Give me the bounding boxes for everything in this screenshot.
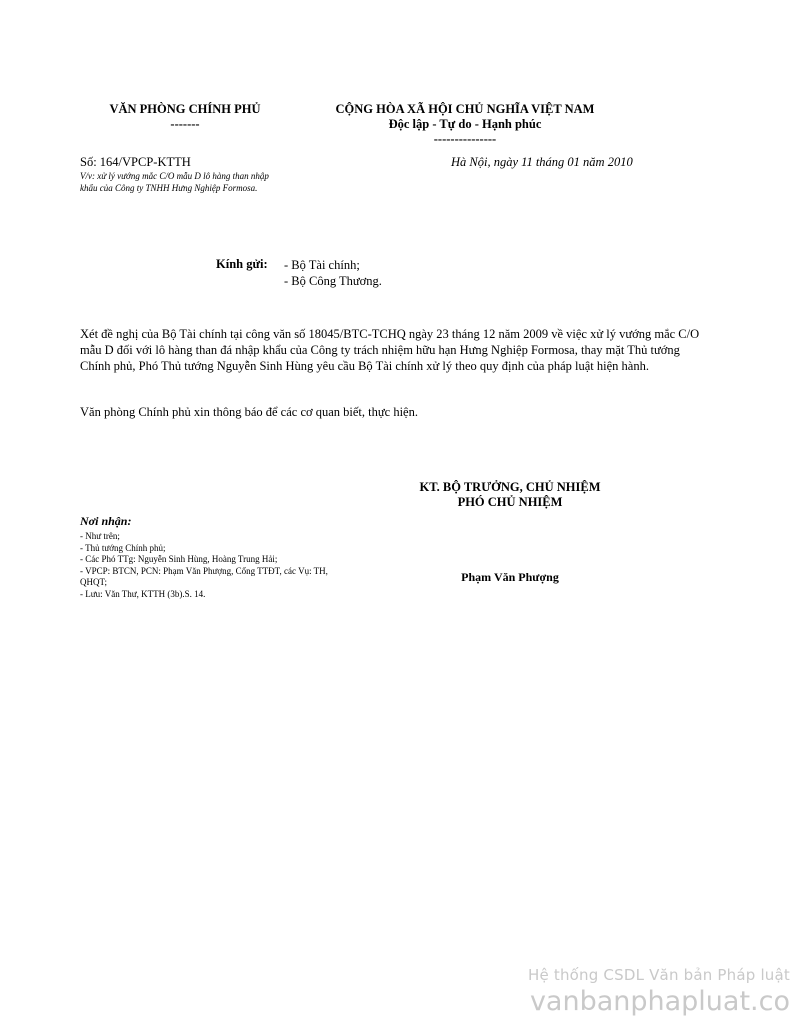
receiver-item: - Lưu: Văn Thư, KTTH (3b).S. 14.	[80, 588, 206, 599]
receivers-block	[80, 514, 350, 600]
agency-underline: -------	[170, 117, 200, 131]
document-number: Số: 164/VPCP-KTTH	[80, 155, 191, 169]
issuing-agency: VĂN PHÒNG CHÍNH PHỦ	[109, 102, 261, 116]
signer-name: Phạm Văn Phượng	[461, 570, 559, 584]
national-motto-block	[300, 102, 630, 147]
republic-title: CỘNG HÒA XÃ HỘI CHỦ NGHĨA VIỆT NAM	[335, 102, 595, 116]
motto: Độc lập - Tự do - Hạnh phúc	[388, 117, 542, 131]
receiver-item: - Như trên;	[80, 531, 120, 541]
receiver-item: - VPCP: BTCN, PCN: Phạm Văn Phượng, Cổng TTĐT, các Vụ: TH, QHQT;	[80, 565, 328, 587]
watermark-tagline: Hệ thống CSDL Văn bản Pháp luật	[527, 966, 790, 984]
recipients-list	[284, 257, 382, 289]
motto-underline: ---------------	[433, 132, 497, 146]
document-subject: V/v: xử lý vướng mắc C/O mẫu D lô hàng than nhập khẩu của Công ty TNHH Hưng Nghiệp Formosa.	[80, 171, 269, 193]
receivers-title: Nơi nhận:	[80, 514, 132, 528]
receiver-item: - Các Phó TTg: Nguyễn Sinh Hùng, Hoàng Trung Hải;	[80, 554, 278, 564]
watermark	[528, 966, 790, 1017]
signature-block	[400, 480, 620, 510]
receiver-item: - Thủ tướng Chính phủ;	[80, 542, 166, 553]
signer-role: PHÓ CHỦ NHIỆM	[457, 495, 563, 509]
body-paragraph-closing: Văn phòng Chính phủ xin thông báo để các cơ quan biết, thực hiện.	[80, 405, 418, 419]
watermark-site: vanbanphapluat.co	[529, 986, 790, 1017]
recipient-item: - Bộ Công Thương.	[284, 274, 382, 288]
issuing-agency-block	[80, 102, 290, 132]
recipient-item: - Bộ Tài chính;	[284, 258, 360, 272]
receivers-list	[80, 531, 350, 600]
signer-position: KT. BỘ TRƯỞNG, CHỦ NHIỆM	[419, 480, 601, 494]
body-paragraph: Xét đề nghị của Bộ Tài chính tại công văn số 18045/BTC-TCHQ ngày 23 tháng 12 năm 2009 về việc xử lý vướng mắc C/O mẫu D đối với lô hàng than đá nhập khẩu của Công ty trách nhiệm hữu hạn Hưng Nghiệp Formosa, thay mặt Thủ tướng Chính phủ, Phó Thủ tướng Nguyễn Sinh Hùng yêu cầu Bộ Tài chính xử lý theo quy định của pháp luật hiện hành.	[80, 327, 700, 373]
recipients-label: Kính gửi:	[216, 257, 268, 271]
document-date: Hà Nội, ngày 11 tháng 01 năm 2010	[451, 155, 633, 169]
